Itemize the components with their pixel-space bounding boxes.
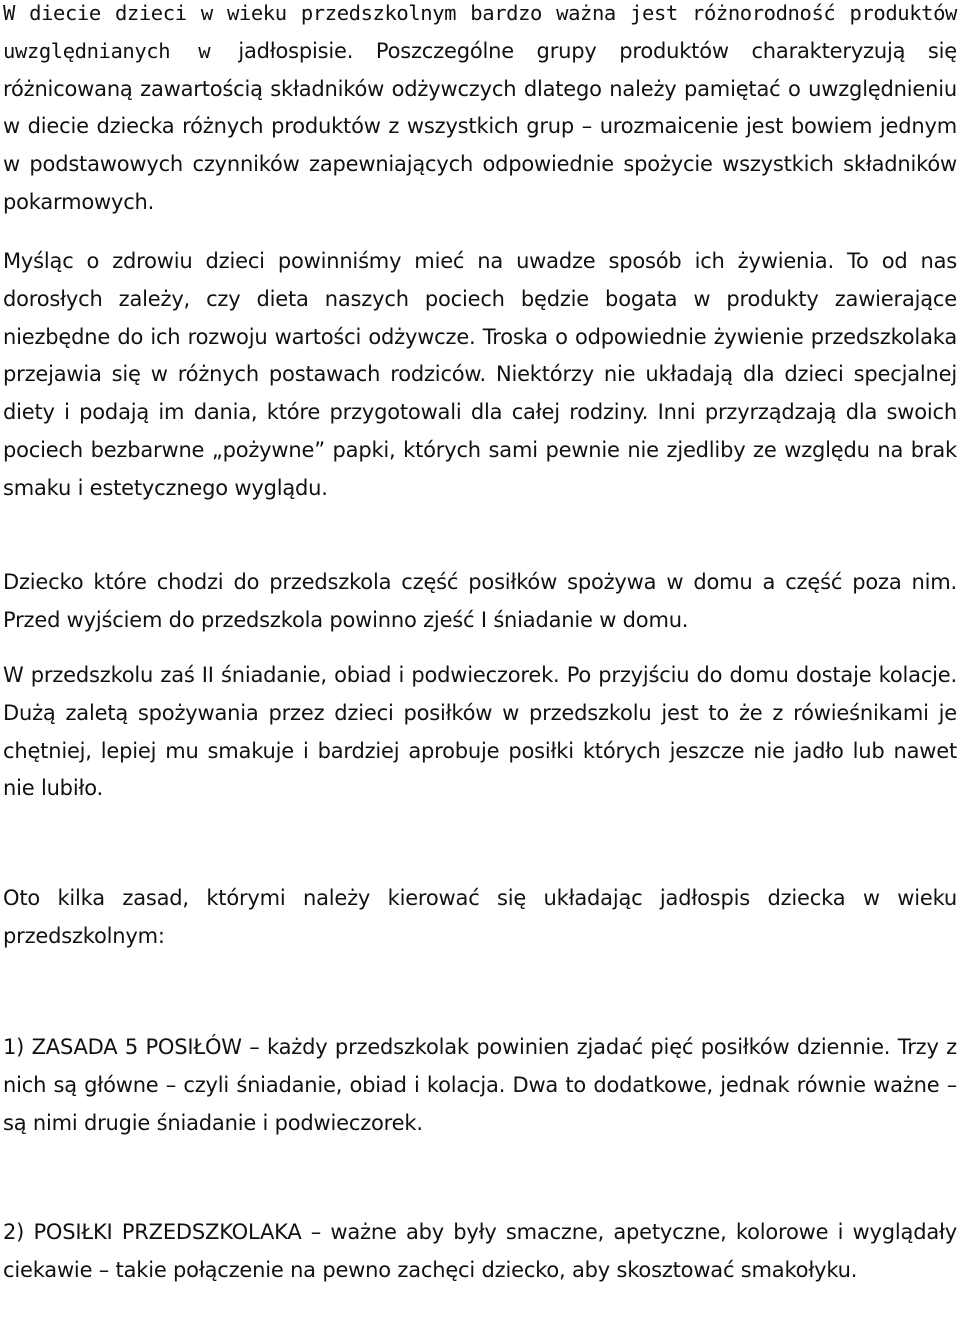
- paragraph-preschool-meals: W przedszkolu zaś II śniadanie, obiad i podwieczorek. Po przyjściu do domu dostaje kolacje. Dużą zaletą spożywania przez dzieci posiłków w przedszkolu jest to że z rówieśnikami je chętniej, lepiej mu smakuje i bardziej aprobuje posiłki których jeszcze nie jadło lub nawet nie lubiło.: [3, 663, 957, 801]
- paragraph-parents-role-part-a: Myśląc o zdrowiu dzieci powinniśmy mieć na uwadze sposób ich żywienia.: [3, 249, 834, 273]
- paragraph-diet-variety-part-a: W diecie dzieci w wieku przedszkolnym bardzo ważna jest różnorodność produktów uwzględnianych w: [3, 1, 957, 63]
- paragraph-diet-variety-part-b: jadłospisie. Poszczególne grupy produktów charakteryzują się różnicowaną zawartością składników odżywczych dlatego należy pamiętać o uwzględnieniu w diecie dziecka różnych produktów z wszystkich grup – urozmaicenie jest bowiem jednym w podstawowych czynników zapewniających odpowiednie spożycie wszystkich składników pokarmowych.: [3, 38, 958, 214]
- paragraph-diet-variety: [3, 0, 957, 222]
- paragraph-rule-five-meals: 1) ZASADA 5 POSIŁÓW – każdy przedszkolak powinien zjadać pięć posiłków dziennie. Trzy z nich są główne – czyli śniadanie, obiad i kolacja. Dwa to dodatkowe, jednak równie ważne – są nimi drugie śniadanie i podwieczorek.: [3, 1035, 957, 1135]
- paragraph-rules-intro: Oto kilka zasad, którymi należy kierować się układając jadłospis dziecka w wieku przedszkolnym:: [3, 886, 957, 948]
- paragraph-meals-home-preschool: Dziecko które chodzi do przedszkola część posiłków spożywa w domu a część poza nim. Przed wyjściem do przedszkola powinno zjeść I śniadanie w domu.: [3, 570, 957, 632]
- paragraph-rule-preschool-meals: 2) POSIŁKI PRZEDSZKOLAKA – ważne aby były smaczne, apetyczne, kolorowe i wyglądały ciekawie – takie połączenie na pewno zachęci dziecko, aby skosztować smakołyku.: [3, 1220, 957, 1282]
- paragraph-parents-role: [3, 243, 957, 508]
- paragraph-parents-role-part-b: To od nas dorosłych zależy, czy dieta naszych pociech będzie bogata w produkty zawierające niezbędne do ich rozwoju wartości odżywcze. Troska o odpowiednie żywienie przedszkolaka przejawia się w różnych postawach rodziców. Niektórzy nie układają dla dzieci specjalnej diety i podają im dania, które przygotowali dla całej rodziny. Inni przyrządzają dla swoich pociech bezbarwne „pożywne” papki, których sami pewnie nie zjedliby ze względu na brak smaku i estetycznego wyglądu.: [3, 249, 958, 500]
